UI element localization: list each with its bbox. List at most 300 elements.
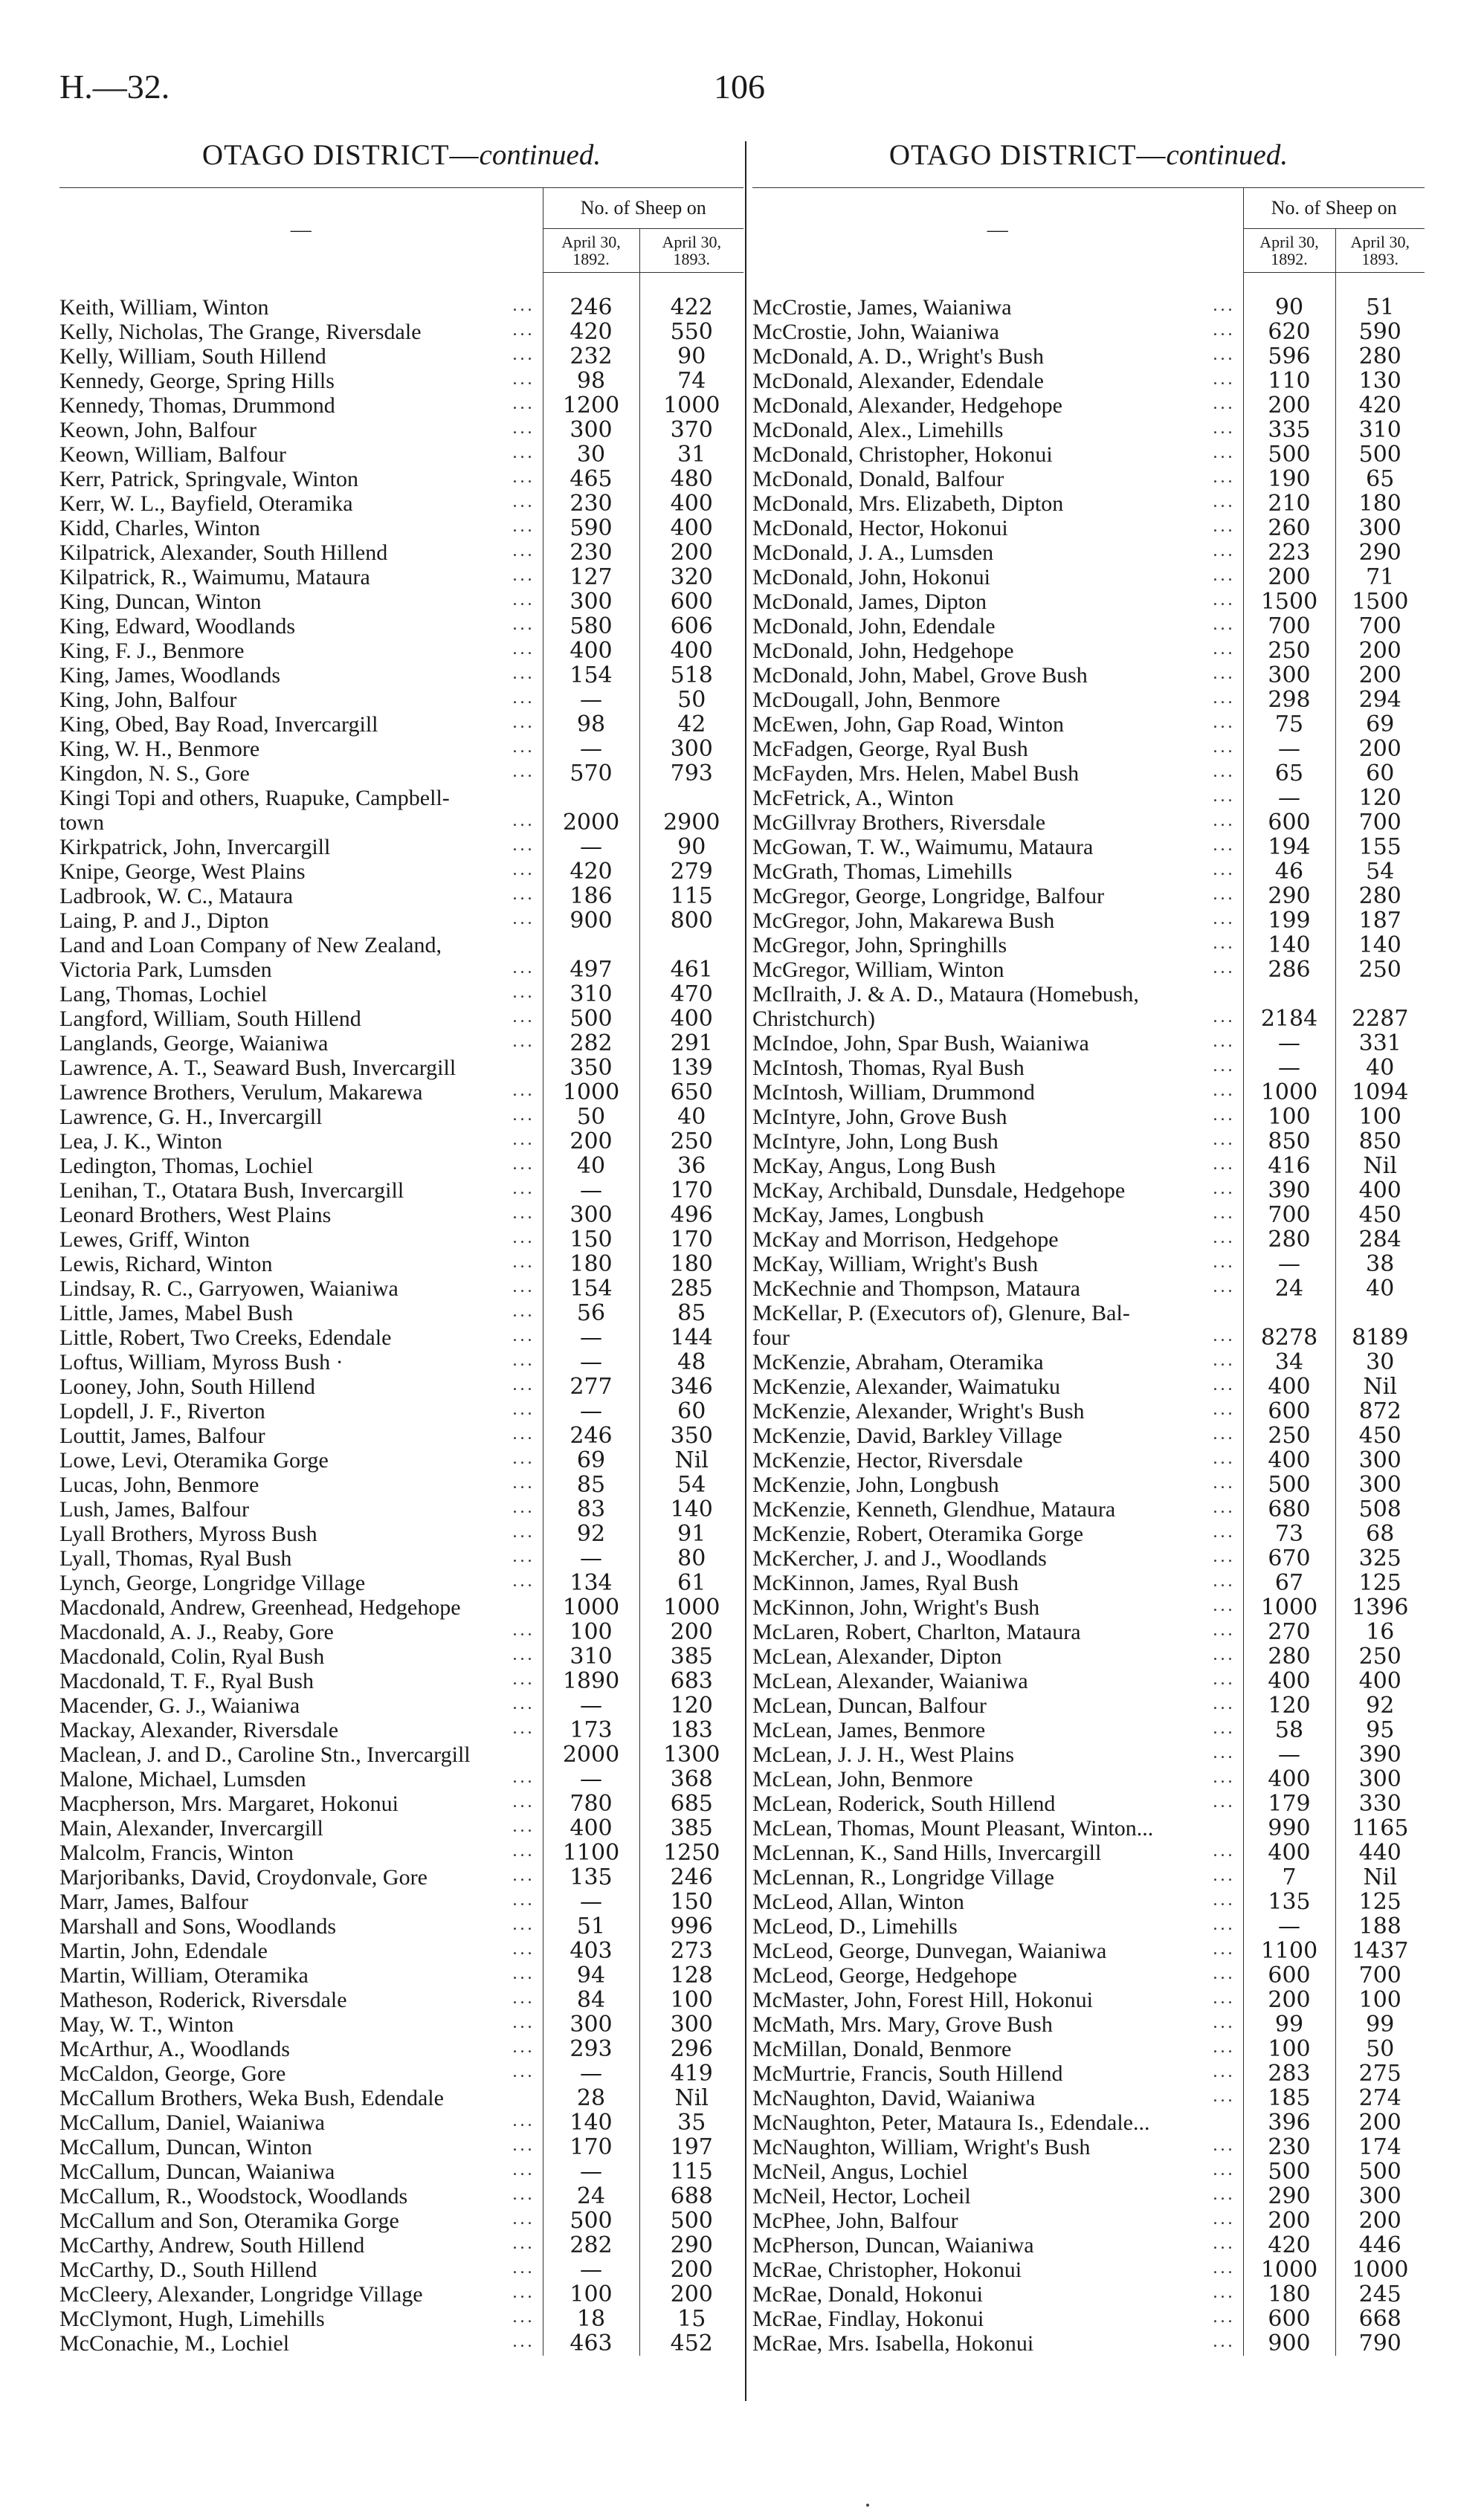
sheep-1893: 390 bbox=[1335, 1742, 1425, 1767]
sheep-1892: 260 bbox=[1243, 516, 1335, 540]
owner-name: McIntyre, John, Long Bush ... bbox=[752, 1129, 1236, 1154]
owner-name: McCarthy, D., South Hillend ... bbox=[59, 2258, 535, 2282]
owner-name: Langlands, George, Waianiwa ... bbox=[59, 1031, 535, 1056]
leader-dots: ... bbox=[512, 1424, 535, 1444]
owner-name: Lawrence Brothers, Verulum, Makarewa ... bbox=[59, 1080, 535, 1105]
table-row bbox=[59, 1424, 743, 1448]
sheep-1892: 500 bbox=[1243, 2159, 1335, 2184]
sheep-1893: 1000 bbox=[639, 1595, 743, 1620]
owner-name: McDonald, Christopher, Hokonui ... bbox=[752, 442, 1236, 467]
sheep-1892: 100 bbox=[543, 1620, 639, 1644]
sheep-1893: 683 bbox=[639, 1669, 743, 1693]
owner-name: King, John, Balfour ... bbox=[59, 688, 535, 712]
table-row bbox=[59, 1056, 743, 1080]
sheep-1892: 180 bbox=[1243, 2282, 1335, 2307]
table-row bbox=[752, 2258, 1425, 2282]
leader-dots: ... bbox=[512, 1130, 535, 1149]
sheep-1893: 36 bbox=[639, 1154, 743, 1178]
page-number: 106 bbox=[714, 68, 765, 106]
sheep-1892: 34 bbox=[1243, 1350, 1335, 1374]
leader-dots: ... bbox=[512, 1032, 535, 1051]
sheep-1893: 180 bbox=[1335, 491, 1425, 516]
sheep-1892: 1000 bbox=[1243, 1080, 1335, 1105]
leader-dots: ... bbox=[1213, 737, 1236, 757]
sheep-1892: 700 bbox=[1243, 614, 1335, 639]
owner-name: McCallum, Daniel, Waianiwa ... bbox=[59, 2110, 535, 2135]
sheep-1893: 200 bbox=[639, 2258, 743, 2282]
sheep-1892: 700 bbox=[1243, 1203, 1335, 1227]
table-row bbox=[59, 1154, 743, 1178]
sheep-1892: 154 bbox=[543, 663, 639, 688]
leader-dots: ... bbox=[512, 737, 535, 757]
table-row bbox=[59, 344, 743, 369]
leader-dots: ... bbox=[1213, 1375, 1236, 1395]
leader-dots: ... bbox=[1213, 836, 1236, 855]
table-row bbox=[59, 859, 743, 884]
leader-dots: ... bbox=[512, 1792, 535, 1812]
owner-name: Lopdell, J. F., Riverton ... bbox=[59, 1399, 535, 1424]
owner-name: McNaughton, William, Wright's Bush ... bbox=[752, 2135, 1236, 2159]
sheep-1893: 518 bbox=[639, 663, 743, 688]
sheep-1892: 420 bbox=[543, 320, 639, 344]
sheep-1892: 120 bbox=[1243, 1693, 1335, 1718]
table-row bbox=[59, 491, 743, 516]
leader-dots: ... bbox=[1213, 2160, 1236, 2180]
sheep-1892 bbox=[1243, 982, 1335, 1007]
leader-dots: ... bbox=[1213, 958, 1236, 978]
leader-dots: ... bbox=[1213, 2234, 1236, 2253]
leader-dots: ... bbox=[512, 958, 535, 978]
sheep-1893: 300 bbox=[1335, 1473, 1425, 1497]
table-row bbox=[752, 491, 1425, 516]
owner-name: Lindsay, R. C., Garryowen, Waianiwa ... bbox=[59, 1276, 535, 1301]
table-row bbox=[59, 1031, 743, 1056]
sheep-1893: 606 bbox=[639, 614, 743, 639]
table-row bbox=[59, 786, 743, 810]
sheep-1892: 223 bbox=[1243, 540, 1335, 565]
table-row bbox=[752, 663, 1425, 688]
owner-header: — bbox=[752, 188, 1243, 273]
leader-dots: ... bbox=[1213, 1547, 1236, 1566]
sheep-1892: 100 bbox=[1243, 1105, 1335, 1129]
owner-name: Lush, James, Balfour ... bbox=[59, 1497, 535, 1522]
sheep-1893: 68 bbox=[1335, 1522, 1425, 1546]
table-row bbox=[59, 393, 743, 418]
leader-dots: ... bbox=[1213, 909, 1236, 928]
owner-name: Keown, William, Balfour ... bbox=[59, 442, 535, 467]
owner-name: McKenzie, Robert, Oteramika Gorge ... bbox=[752, 1522, 1236, 1546]
table-row bbox=[752, 2061, 1425, 2086]
owner-name: Mackay, Alexander, Riversdale ... bbox=[59, 1718, 535, 1742]
sheep-1892: 596 bbox=[1243, 344, 1335, 369]
owner-name: McLean, Alexander, Waianiwa ... bbox=[752, 1669, 1236, 1693]
table-row bbox=[59, 761, 743, 786]
owner-name: McKercher, J. and J., Woodlands ... bbox=[752, 1546, 1236, 1571]
owner-name: McGregor, John, Makarewa Bush ... bbox=[752, 908, 1236, 933]
leader-dots: ... bbox=[1213, 615, 1236, 634]
owner-name: Maclean, J. and D., Caroline Stn., Invercargill bbox=[59, 1742, 543, 1767]
owner-name: McIndoe, John, Spar Bush, Waianiwa ... bbox=[752, 1031, 1236, 1056]
sheep-1893: 92 bbox=[1335, 1693, 1425, 1718]
column-divider bbox=[745, 141, 746, 2401]
table-row bbox=[752, 2037, 1425, 2061]
sheep-1892 bbox=[543, 786, 639, 810]
leader-dots: ... bbox=[1213, 1498, 1236, 1517]
sheep-1892: 350 bbox=[543, 1056, 639, 1080]
owner-name: McLeod, George, Dunvegan, Waianiwa ... bbox=[752, 1939, 1236, 1963]
owner-name: Kingi Topi and others, Ruapuke, Campbell- bbox=[59, 786, 543, 810]
sheep-1892: 24 bbox=[1243, 1276, 1335, 1301]
sheep-1893: 120 bbox=[639, 1693, 743, 1718]
leader-dots: ... bbox=[512, 639, 535, 659]
sheep-1893: 400 bbox=[639, 491, 743, 516]
sheep-1893: 284 bbox=[1335, 1227, 1425, 1252]
sheep-1892: 590 bbox=[543, 516, 639, 540]
sheep-1893: 90 bbox=[639, 835, 743, 859]
leader-dots: ... bbox=[512, 1866, 535, 1885]
leader-dots: ... bbox=[512, 1351, 535, 1370]
column-title bbox=[752, 134, 1425, 177]
owner-name: Marshall and Sons, Woodlands ... bbox=[59, 1914, 535, 1939]
sheep-1893: 331 bbox=[1335, 1031, 1425, 1056]
owner-name: McCarthy, Andrew, South Hillend ... bbox=[59, 2233, 535, 2258]
owner-name: King, Duncan, Winton ... bbox=[59, 589, 535, 614]
sheep-1893: 170 bbox=[639, 1178, 743, 1203]
leader-dots: ... bbox=[512, 2038, 535, 2057]
sheep-1893: 200 bbox=[639, 2282, 743, 2307]
owner-name: McKenzie, David, Barkley Village ... bbox=[752, 1424, 1236, 1448]
table-row bbox=[59, 1620, 743, 1644]
owner-name: McLean, John, Benmore ... bbox=[752, 1767, 1236, 1792]
sheep-1892: — bbox=[1243, 737, 1335, 761]
sheep-1893 bbox=[639, 933, 743, 957]
table-row bbox=[752, 1056, 1425, 1080]
sheep-1893: 180 bbox=[639, 1252, 743, 1276]
owner-name: McCallum Brothers, Weka Bush, Edendale bbox=[59, 2086, 543, 2110]
leader-dots: ... bbox=[1213, 811, 1236, 830]
table-row bbox=[59, 982, 743, 1007]
table-row bbox=[752, 908, 1425, 933]
leader-dots: ... bbox=[512, 590, 535, 610]
sheep-1892: 500 bbox=[1243, 442, 1335, 467]
owner-name: Land and Loan Company of New Zealand, bbox=[59, 933, 543, 957]
leader-dots: ... bbox=[1213, 1890, 1236, 1910]
table-row bbox=[59, 565, 743, 589]
sheep-1892: 30 bbox=[543, 442, 639, 467]
table-row bbox=[752, 859, 1425, 884]
sheep-1892: 400 bbox=[1243, 1669, 1335, 1693]
sheep-1893: 1000 bbox=[1335, 2258, 1425, 2282]
leader-dots: ... bbox=[512, 983, 535, 1002]
owner-name: Laing, P. and J., Dipton ... bbox=[59, 908, 535, 933]
sheep-1892: 780 bbox=[543, 1792, 639, 1816]
leader-dots: ... bbox=[512, 2160, 535, 2180]
table-row bbox=[59, 1914, 743, 1939]
sheep-1892: 246 bbox=[543, 295, 639, 320]
sheep-1893: 30 bbox=[1335, 1350, 1425, 1374]
sheep-1892: — bbox=[1243, 1056, 1335, 1080]
leader-dots: ... bbox=[1213, 1228, 1236, 1247]
leader-dots: ... bbox=[1213, 786, 1236, 806]
sheep-1893: 370 bbox=[639, 418, 743, 442]
table-row bbox=[59, 2061, 743, 2086]
leader-dots: ... bbox=[1213, 2307, 1236, 2327]
sheep-1893: 140 bbox=[639, 1497, 743, 1522]
leader-dots: ... bbox=[512, 2111, 535, 2130]
table-row bbox=[752, 1178, 1425, 1203]
owner-name: McLean, Alexander, Dipton ... bbox=[752, 1644, 1236, 1669]
sheep-1892: 200 bbox=[1243, 2209, 1335, 2233]
sheep-1893: 2287 bbox=[1335, 1007, 1425, 1031]
owner-name: McIlraith, J. & A. D., Mataura (Homebush, bbox=[752, 982, 1243, 1007]
sheep-1892: 154 bbox=[543, 1276, 639, 1301]
table-row bbox=[752, 1571, 1425, 1595]
sheep-1892: — bbox=[543, 1890, 639, 1914]
sheep-1892: 280 bbox=[1243, 1644, 1335, 1669]
table-row bbox=[752, 2307, 1425, 2331]
sheep-1893: 245 bbox=[1335, 2282, 1425, 2307]
leader-dots: ... bbox=[512, 1694, 535, 1713]
year-1893-header: April 30, 1893. bbox=[639, 229, 743, 273]
table-row bbox=[752, 565, 1425, 589]
table-row bbox=[752, 2159, 1425, 2184]
table-row bbox=[59, 1252, 743, 1276]
leader-dots: ... bbox=[1213, 1915, 1236, 1934]
sheep-1892: — bbox=[543, 1399, 639, 1424]
table-row bbox=[59, 1227, 743, 1252]
sheep-1892: 1500 bbox=[1243, 589, 1335, 614]
owner-name: Lawrence, A. T., Seaward Bush, Invercargill bbox=[59, 1056, 543, 1080]
table-row bbox=[59, 467, 743, 491]
sheep-1892: 300 bbox=[543, 1203, 639, 1227]
sheep-1893: 590 bbox=[1335, 320, 1425, 344]
owner-name: McDonald, Alexander, Edendale ... bbox=[752, 369, 1236, 393]
leader-dots: ... bbox=[1213, 1596, 1236, 1615]
sheep-1893: 38 bbox=[1335, 1252, 1425, 1276]
leader-dots: ... bbox=[512, 664, 535, 683]
sheep-1892: 403 bbox=[543, 1939, 639, 1963]
leader-dots: ... bbox=[1213, 1253, 1236, 1272]
owner-name: McMath, Mrs. Mary, Grove Bush ... bbox=[752, 2012, 1236, 2037]
owner-name: McLeod, George, Hedgehope ... bbox=[752, 1963, 1236, 1988]
column-title-continued: continued. bbox=[479, 139, 601, 171]
sheep-1892: 200 bbox=[1243, 565, 1335, 589]
sheep-1892: 73 bbox=[1243, 1522, 1335, 1546]
sheep-1893 bbox=[639, 786, 743, 810]
leader-dots: ... bbox=[512, 2209, 535, 2229]
leader-dots: ... bbox=[512, 1939, 535, 1959]
leader-dots: ... bbox=[1213, 1571, 1236, 1591]
sheep-1893: 250 bbox=[1335, 957, 1425, 982]
sheep-1893: 80 bbox=[639, 1546, 743, 1571]
sheep-count-header: No. of Sheep on bbox=[1243, 188, 1425, 229]
table-row bbox=[59, 810, 743, 835]
sheep-1893: 385 bbox=[639, 1644, 743, 1669]
table-row bbox=[59, 1497, 743, 1522]
sheep-1892: 396 bbox=[1243, 2110, 1335, 2135]
sheep-1892: 246 bbox=[543, 1424, 639, 1448]
owner-name: McLeod, D., Limehills ... bbox=[752, 1914, 1236, 1939]
owner-name: McCaldon, George, Gore ... bbox=[59, 2061, 535, 2086]
table-row bbox=[59, 1473, 743, 1497]
leader-dots: ... bbox=[1213, 1277, 1236, 1296]
leader-dots: ... bbox=[512, 762, 535, 781]
leader-dots: ... bbox=[1213, 1007, 1236, 1027]
leader-dots: ... bbox=[1213, 2209, 1236, 2229]
sheep-1893: 40 bbox=[1335, 1056, 1425, 1080]
table-row bbox=[752, 1473, 1425, 1497]
owner-name: Malone, Michael, Lumsden ... bbox=[59, 1767, 535, 1792]
owner-name: four ... bbox=[752, 1325, 1236, 1350]
sheep-1892: 200 bbox=[1243, 1988, 1335, 2012]
owner-name: McKechnie and Thompson, Mataura ... bbox=[752, 1276, 1236, 1301]
sheep-1893: 400 bbox=[639, 639, 743, 663]
table-row bbox=[752, 1203, 1425, 1227]
sheep-1892: — bbox=[543, 1350, 639, 1374]
table-row bbox=[752, 442, 1425, 467]
table-row bbox=[59, 1841, 743, 1865]
sheep-1892: 900 bbox=[543, 908, 639, 933]
sheep-1893: 500 bbox=[1335, 442, 1425, 467]
leader-dots: ... bbox=[512, 688, 535, 708]
table-row bbox=[59, 418, 743, 442]
table-row bbox=[752, 2110, 1425, 2135]
table-row bbox=[752, 2012, 1425, 2037]
sheep-1892: 463 bbox=[543, 2331, 639, 2356]
table-row bbox=[752, 639, 1425, 663]
sheep-1893: 290 bbox=[639, 2233, 743, 2258]
owner-name: Keown, John, Balfour ... bbox=[59, 418, 535, 442]
sheep-1892: 134 bbox=[543, 1571, 639, 1595]
owner-name: Lewis, Richard, Winton ... bbox=[59, 1252, 535, 1276]
leader-dots: ... bbox=[512, 1498, 535, 1517]
sheep-1892: — bbox=[543, 1546, 639, 1571]
owner-name: Looney, John, South Hillend ... bbox=[59, 1374, 535, 1399]
owner-name: Kerr, W. L., Bayfield, Oteramika ... bbox=[59, 491, 535, 516]
sheep-1893: 280 bbox=[1335, 884, 1425, 908]
sheep-1893: 115 bbox=[639, 884, 743, 908]
sheep-1892: 90 bbox=[1243, 295, 1335, 320]
sheep-1893: 197 bbox=[639, 2135, 743, 2159]
table-row bbox=[752, 2135, 1425, 2159]
sheep-1893: 200 bbox=[1335, 639, 1425, 663]
leader-dots: ... bbox=[512, 296, 535, 315]
table-row bbox=[752, 1497, 1425, 1522]
owner-name: McDonald, Hector, Hokonui ... bbox=[752, 516, 1236, 540]
sheep-1893: 99 bbox=[1335, 2012, 1425, 2037]
document-reference: H.—32. bbox=[59, 68, 170, 106]
owner-name: McKenzie, Alexander, Wright's Bush ... bbox=[752, 1399, 1236, 1424]
leader-dots: ... bbox=[512, 860, 535, 879]
leader-dots: ... bbox=[512, 1817, 535, 1836]
sheep-1893: 250 bbox=[639, 1129, 743, 1154]
sheep-1892: 500 bbox=[1243, 1473, 1335, 1497]
table-row bbox=[59, 2159, 743, 2184]
owner-name: Langford, William, South Hillend ... bbox=[59, 1007, 535, 1031]
leader-dots: ... bbox=[1213, 1154, 1236, 1174]
sheep-1892: 83 bbox=[543, 1497, 639, 1522]
leader-dots: ... bbox=[512, 541, 535, 560]
sheep-1893: 183 bbox=[639, 1718, 743, 1742]
sheep-1893: Nil bbox=[1335, 1154, 1425, 1178]
leader-dots: ... bbox=[1213, 664, 1236, 683]
leader-dots: ... bbox=[512, 345, 535, 364]
owner-name: McDonald, John, Edendale ... bbox=[752, 614, 1236, 639]
leader-dots: ... bbox=[512, 443, 535, 462]
owner-name: Lewes, Griff, Winton ... bbox=[59, 1227, 535, 1252]
table-row bbox=[59, 1178, 743, 1203]
owner-name: Lawrence, G. H., Invercargill ... bbox=[59, 1105, 535, 1129]
table-row bbox=[752, 1914, 1425, 1939]
table-row bbox=[752, 2209, 1425, 2233]
table-row bbox=[59, 2037, 743, 2061]
owner-name: McGregor, George, Longridge, Balfour ... bbox=[752, 884, 1236, 908]
sheep-1892: 310 bbox=[543, 1644, 639, 1669]
table-row bbox=[752, 835, 1425, 859]
table-row bbox=[59, 884, 743, 908]
sheep-1893: 125 bbox=[1335, 1571, 1425, 1595]
sheep-1892 bbox=[1243, 1301, 1335, 1325]
sheep-1893: 400 bbox=[639, 516, 743, 540]
sheep-1892: 420 bbox=[1243, 2233, 1335, 2258]
owner-name: McKenzie, John, Longbush ... bbox=[752, 1473, 1236, 1497]
sheep-1893: 419 bbox=[639, 2061, 743, 2086]
year-1892-header: April 30, 1892. bbox=[1243, 229, 1335, 273]
leader-dots: ... bbox=[1213, 2087, 1236, 2106]
sheep-1892: 2000 bbox=[543, 1742, 639, 1767]
sheep-1893: 279 bbox=[639, 859, 743, 884]
owner-name: McNaughton, Peter, Mataura Is., Edendale... bbox=[752, 2110, 1243, 2135]
leader-dots: ... bbox=[512, 1326, 535, 1345]
sheep-1892: 65 bbox=[1243, 761, 1335, 786]
owner-name: Lenihan, T., Otatara Bush, Invercargill ... bbox=[59, 1178, 535, 1203]
owner-name: McEwen, John, Gap Road, Winton ... bbox=[752, 712, 1236, 737]
sheep-1893: 200 bbox=[1335, 663, 1425, 688]
leader-dots: ... bbox=[512, 1670, 535, 1689]
leader-dots: ... bbox=[1213, 1964, 1236, 1983]
sheep-1893: 200 bbox=[1335, 2110, 1425, 2135]
table-row bbox=[59, 320, 743, 344]
table-row bbox=[752, 2184, 1425, 2209]
sheep-1893: 115 bbox=[639, 2159, 743, 2184]
sheep-1893: 1165 bbox=[1335, 1816, 1425, 1841]
leader-dots: ... bbox=[512, 1645, 535, 1664]
table-row bbox=[59, 2012, 743, 2037]
owner-name: McIntosh, William, Drummond ... bbox=[752, 1080, 1236, 1105]
sheep-1893: 85 bbox=[639, 1301, 743, 1325]
sheep-1892: 335 bbox=[1243, 418, 1335, 442]
sheep-1892: 230 bbox=[1243, 2135, 1335, 2159]
sheep-1892: 150 bbox=[543, 1227, 639, 1252]
owner-header: — bbox=[59, 188, 543, 273]
sheep-1893: 800 bbox=[639, 908, 743, 933]
sheep-1893: 100 bbox=[1335, 1988, 1425, 2012]
right-column bbox=[752, 134, 1425, 2356]
owner-name: McConachie, M., Lochiel ... bbox=[59, 2331, 535, 2356]
table-row bbox=[752, 467, 1425, 491]
table-row bbox=[59, 712, 743, 737]
leader-dots: ... bbox=[1213, 566, 1236, 585]
sheep-1893: 446 bbox=[1335, 2233, 1425, 2258]
owner-name: McCallum, Duncan, Winton ... bbox=[59, 2135, 535, 2159]
leader-dots: ... bbox=[512, 1473, 535, 1493]
table-row bbox=[59, 2110, 743, 2135]
leader-dots: ... bbox=[1213, 1988, 1236, 2008]
sheep-1893: 125 bbox=[1335, 1890, 1425, 1914]
leader-dots: ... bbox=[512, 811, 535, 830]
sheep-1892: 127 bbox=[543, 565, 639, 589]
table-row bbox=[752, 1252, 1425, 1276]
